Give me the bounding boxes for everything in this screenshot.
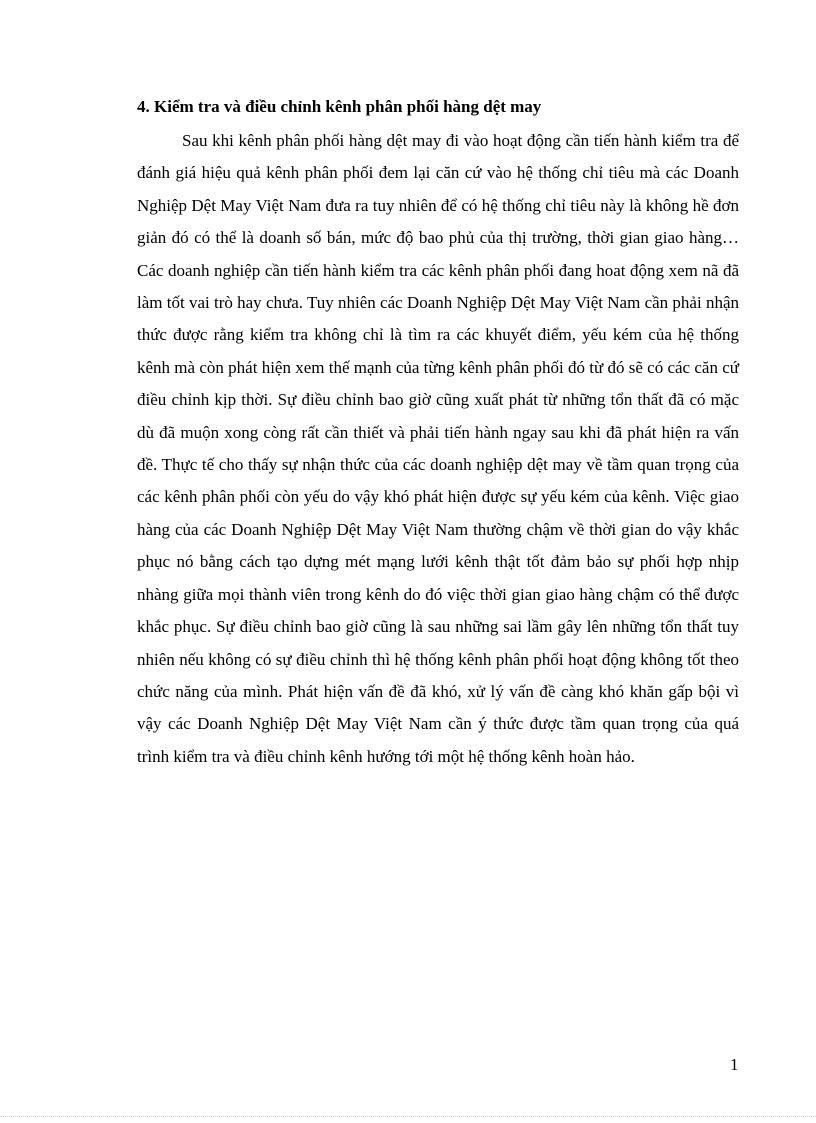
body-paragraph: Sau khi kênh phân phối hàng dệt may đi vào hoạt động cần tiến hành kiểm tra để đánh giá hiệu quả kênh phân phối đem lại căn cứ vào hệ thống chỉ tiêu mà các Doanh Nghiệp Dệt May Việt Nam đưa ra tuy nhiên để có hệ thống chỉ tiêu này là không hề đơn giản đó có thể là doanh số bán, mức độ bao phủ của thị trường, thời gian giao hàng…Các doanh nghiệp cần tiến hành kiểm tra các kênh phân phối đang hoat động xem nã đã làm tốt vai trò hay chưa. Tuy nhiên các Doanh Nghiệp Dệt May Việt Nam cần phải nhận thức được rằng kiểm tra không chỉ là tìm ra các khuyết điểm, yếu kém của hệ thống kênh mà còn phát hiện xem thế mạnh của từng kênh phân phối đó từ đó sẽ có các căn cứ điều chỉnh kịp thời. Sự điều chỉnh bao giờ cũng xuất phát từ những tổn thất đã có mặc dù đã muộn xong còng rất cần thiết và phải tiến hành ngay sau khi đã phát hiện ra vấn đề. Thực tế cho thấy sự nhận thức của các doanh nghiệp dệt may về tầm quan trọng của các kênh phân phối còn yếu do vậy khó phát hiện được sự yếu kém của kênh. Việc giao hàng của các Doanh Nghiệp Dệt May Việt Nam thường chậm về thời gian do vậy khắc phục nó bằng cách tạo dựng mét mạng lưới kênh thật tốt đảm bảo sự phối hợp nhịp nhàng giữa mọi thành viên trong kênh do đó việc thời gian giao hàng chậm có thể được khắc phục. Sự điều chỉnh bao giờ cũng là sau những sai lầm gây lên những tổn thất tuy nhiên nếu không có sự điều chỉnh thì hệ thống kênh phân phối hoạt động không tốt theo chức năng của mình. Phát hiện vấn đề đã khó, xử lý vấn đề càng khó khăn gấp bội vì vậy các Doanh Nghiệp Dệt May Việt Nam cần ý thức được tầm quan trọng của quá trình kiểm tra và điều chỉnh kênh hướng tới một hệ thống kênh hoàn hảo. <box>137 131 739 766</box>
page-number: 1 <box>730 1055 739 1074</box>
section-heading: 4. Kiểm tra và điều chỉnh kênh phân phối hàng dệt may <box>137 97 542 116</box>
page-bottom-divider <box>0 1116 816 1117</box>
